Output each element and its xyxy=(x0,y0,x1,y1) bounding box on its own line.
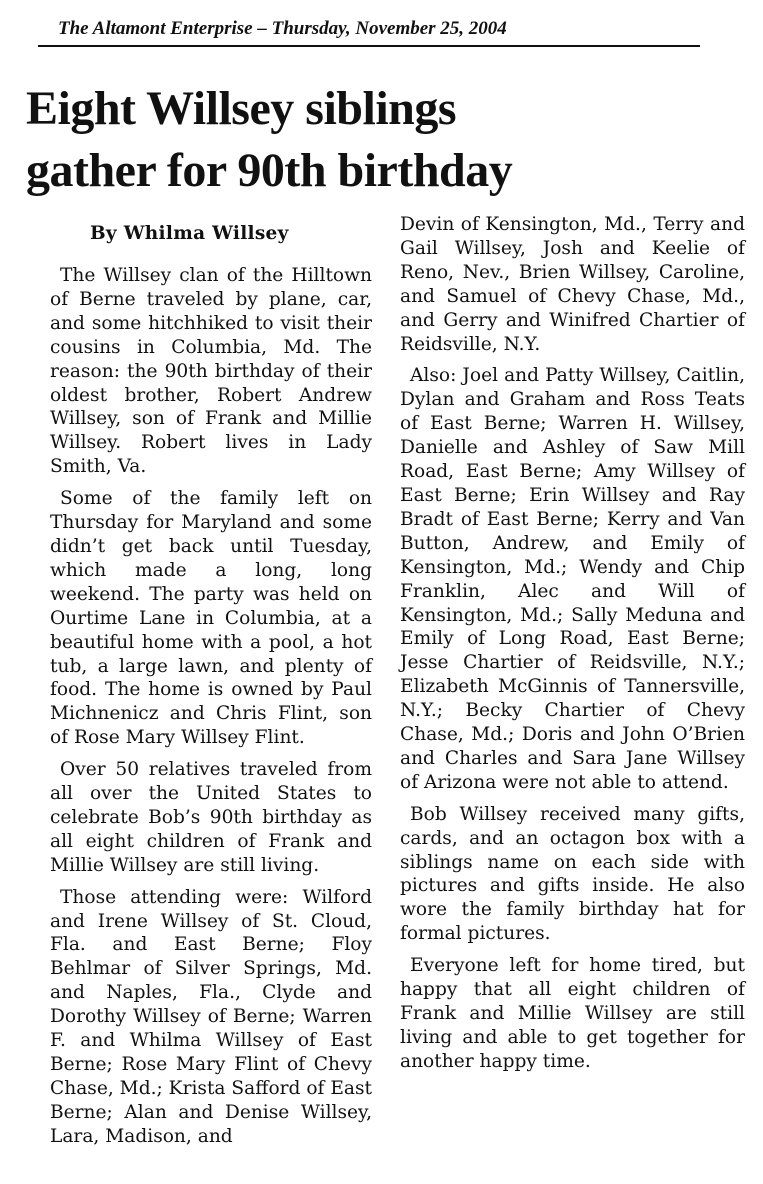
article-paragraph-1-text: The Willsey clan of the Hilltown of Berne traveled by plane, car, and some hitchhiked to visit their cousins in Columbia, Md. The reason: the 90th birthday of their oldest brother, Robert Andrew Willsey, son of Frank and Millie Willsey. Robert lives in Lady Smith, Va. xyxy=(50,265,372,478)
byline: By Whilma Willsey xyxy=(90,223,289,244)
article-paragraph-6 xyxy=(400,364,745,794)
article-paragraph-5 xyxy=(400,213,745,356)
article-paragraph-3-text: Over 50 relatives traveled from all over the United States to celebrate Bob’s 90th birthday as all eight children of Frank and Millie Willsey are still living. xyxy=(50,759,372,876)
headline-line-2: gather for 90th birthday xyxy=(26,144,513,197)
right-column xyxy=(400,213,745,1082)
left-column xyxy=(50,222,372,1157)
article-paragraph-7-text: Bob Willsey received many gifts, cards, and an octagon box with a siblings name on each side with pictures and gifts inside. He also wore the family birthday hat for formal pictures. xyxy=(400,803,745,945)
article-paragraph-4 xyxy=(50,886,372,1149)
masthead-rule xyxy=(38,45,700,47)
article-paragraph-5-text: Devin of Kensington, Md., Terry and Gail Willsey, Josh and Keelie of Reno, Nev., Brien Willsey, Caroline, and Samuel of Chevy Chase, Md., and Gerry and Winifred Chartier of Reidsville, N.Y. xyxy=(400,214,745,355)
headline xyxy=(26,78,746,202)
article-paragraph-1 xyxy=(50,264,372,479)
article-paragraph-8-text: Everyone left for home tired, but happy that all eight children of Frank and Millie Willsey are still living and able to get together for another happy time. xyxy=(400,955,745,1072)
article-paragraph-8 xyxy=(400,954,745,1074)
article-paragraph-7 xyxy=(400,803,745,946)
article-paragraph-4-text: Those attending were: Wilford and Irene Willsey of St. Cloud, Fla. and East Berne; Floy Behlmar of Silver Springs, Md. and Naples, Fla., Clyde and Dorothy Willsey of Berne; Warren F. and Whilma Willsey of East Berne; Rose Mary Flint of Chevy Chase, Md.; Krista Safford of East Berne; Alan and Denise Willsey, Lara, Madison, and xyxy=(50,886,373,1147)
masthead: The Altamont Enterprise – Thursday, November 25, 2004 xyxy=(58,18,507,39)
article-paragraph-6-text: Also: Joel and Patty Willsey, Caitlin, Dylan and Graham and Ross Teats of East Berne; Warren H. Willsey, Danielle and Ashley of Saw Mill Road, East Berne; Amy Willsey of East Berne; Erin Willsey and Ray Bradt of East Berne; Kerry and Van Button, Andrew, and Emily of Kensington, Md.; Wendy and Chip Franklin, Alec and Will of Kensington, Md.; Sally Meduna and Emily of Long Road, East Berne; Jesse Chartier of Reidsville, N.Y.; Elizabeth McGinnis of Tannersville, N.Y.; Becky Chartier of Chevy Chase, Md.; Doris and John O’Brien and Charles and Sara Jane Willsey of Arizona were not able to attend. xyxy=(400,365,745,793)
article-paragraph-3 xyxy=(50,758,372,878)
headline-line-1: Eight Willsey siblings xyxy=(26,82,457,135)
article-paragraph-2 xyxy=(50,487,372,750)
article-paragraph-2-text: Some of the family left on Thursday for Maryland and some didn’t get back until Tuesday, which made a long, long weekend. The party was held on Ourtime Lane in Columbia, at a beautiful home with a pool, a hot tub, a large lawn, and plenty of food. The home is owned by Paul Michnenicz and Chris Flint, son of Rose Mary Willsey Flint. xyxy=(50,488,372,749)
